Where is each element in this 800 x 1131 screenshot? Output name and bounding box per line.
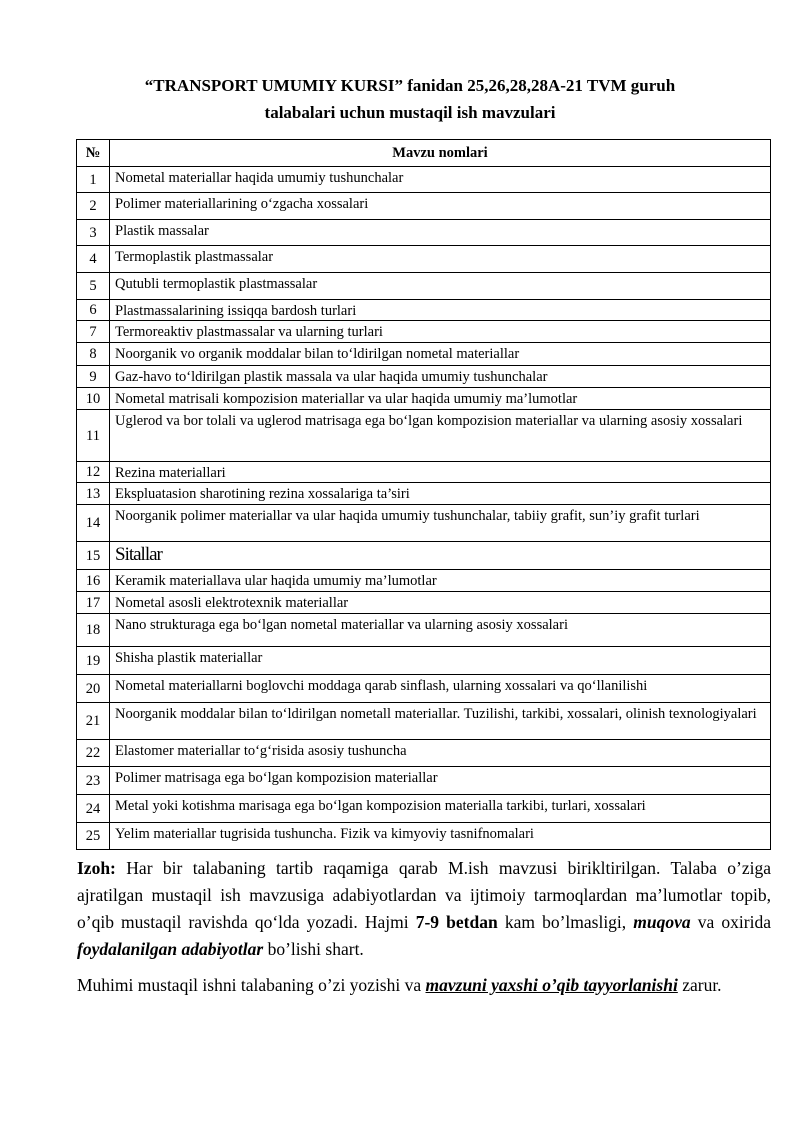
row-topic: Qutubli termoplastik plastmassalar: [110, 273, 771, 300]
table-row: [77, 462, 771, 483]
table-row: [77, 614, 771, 647]
row-number: 24: [77, 795, 110, 823]
row-topic: Yelim materiallar tugrisida tushuncha. Fizik va kimyoviy tasnifnomalari: [110, 823, 771, 850]
row-topic: Rezina materiallari: [110, 462, 771, 483]
table-row: [77, 795, 771, 823]
row-number: 15: [77, 542, 110, 570]
note-paragraph-2: [77, 972, 771, 999]
table-row: [77, 505, 771, 542]
table-row: [77, 483, 771, 505]
row-topic: Polimer materiallarining o‘zgacha xossalari: [110, 193, 771, 220]
column-header-topic: Mavzu nomlari: [110, 140, 771, 167]
row-topic: Plastik massalar: [110, 220, 771, 246]
table-row: [77, 570, 771, 592]
row-topic: Noorganik moddalar bilan to‘ldirilgan nometall materiallar. Tuzilishi, tarkibi, xossalari, olinish texnologiyalari: [110, 703, 771, 740]
note2-emphasis: mavzuni yaxshi o’qib tayyorlanishi: [425, 975, 678, 995]
row-number: 23: [77, 767, 110, 795]
table-row: [77, 343, 771, 366]
row-number: 11: [77, 410, 110, 462]
row-topic: Nano strukturaga ega bo‘lgan nometal materiallar va ularning asosiy xossalari: [110, 614, 771, 647]
row-number: 25: [77, 823, 110, 850]
table-row: [77, 740, 771, 767]
note-text-b: kam bo’lmasligi,: [497, 912, 634, 932]
row-topic: Sitallar: [110, 542, 771, 570]
row-topic: Ekspluatasion sharotining rezina xossalariga ta’siri: [110, 483, 771, 505]
row-number: 6: [77, 300, 110, 321]
title-line-2: talabalari uchun mustaqil ish mavzulari: [264, 103, 556, 122]
row-number: 4: [77, 246, 110, 273]
row-topic: Keramik materiallava ular haqida umumiy ma’lumotlar: [110, 570, 771, 592]
table-row: [77, 647, 771, 675]
table-row: [77, 823, 771, 850]
row-topic: Shisha plastik materiallar: [110, 647, 771, 675]
row-topic: Nometal materiallar haqida umumiy tushunchalar: [110, 167, 771, 193]
note-text-d: bo’lishi shart.: [263, 939, 364, 959]
title-line-1: “TRANSPORT UMUMIY KURSI” fanidan 25,26,28,28A-21 TVM guruh: [144, 76, 676, 95]
row-number: 9: [77, 366, 110, 388]
row-topic: Nometal materiallarni boglovchi moddaga qarab sinflash, ularning xossalari va qo‘llanilishi: [110, 675, 771, 703]
note-label: Izoh:: [77, 858, 116, 878]
table-row: [77, 167, 771, 193]
note2-text-a: Muhimi mustaqil ishni talabaning o’zi yozishi va: [77, 975, 426, 995]
notes-section: [77, 855, 771, 999]
row-topic: Polimer matrisaga ega bo‘lgan kompozision materiallar: [110, 767, 771, 795]
table-row: [77, 542, 771, 570]
row-number: 3: [77, 220, 110, 246]
topics-table: [76, 139, 771, 850]
row-number: 16: [77, 570, 110, 592]
row-topic: Termoplastik plastmassalar: [110, 246, 771, 273]
note-paragraph-1: [77, 855, 771, 963]
row-number: 13: [77, 483, 110, 505]
table-row: [77, 592, 771, 614]
row-topic: Metal yoki kotishma marisaga ega bo‘lgan kompozision materialla tarkibi, turlari, xossalari: [110, 795, 771, 823]
row-number: 17: [77, 592, 110, 614]
row-number: 2: [77, 193, 110, 220]
row-topic: Nometal asosli elektrotexnik materiallar: [110, 592, 771, 614]
table-row: [77, 410, 771, 462]
row-topic: Plastmassalarining issiqqa bardosh turlari: [110, 300, 771, 321]
table-row: [77, 767, 771, 795]
row-number: 7: [77, 321, 110, 343]
table-row: [77, 703, 771, 740]
table-row: [77, 321, 771, 343]
row-topic: Nometal matrisali kompozision materiallar va ular haqida umumiy ma’lumotlar: [110, 388, 771, 410]
row-topic: Elastomer materiallar to‘g‘risida asosiy tushuncha: [110, 740, 771, 767]
row-topic: Uglerod va bor tolali va uglerod matrisaga ega bo‘lgan kompozision materiallar va ularning asosiy xossalari: [110, 410, 771, 462]
row-number: 19: [77, 647, 110, 675]
note-text-a: Har bir talabaning tartib raqamiga qarab M.ish mavzusi birikltirilgan. Talaba o’ziga ajratilgan mustaqil ish mavzusiga adabiyotlardan va ijtimoiy tarmoqlardan ma’lumotlar topib, o’qib mustaqil ravishda qo‘lda yozadi. Hajmi: [77, 858, 771, 932]
row-topic: Noorganik polimer materiallar va ular haqida umumiy tushunchalar, tabiiy grafit, sun’iy grafit turlari: [110, 505, 771, 542]
table-body: [77, 167, 771, 850]
note-text-c: va oxirida: [690, 912, 771, 932]
table-row: [77, 388, 771, 410]
table-row: [77, 273, 771, 300]
row-topic: Termoreaktiv plastmassalar va ularning turlari: [110, 321, 771, 343]
row-topic: Gaz-havo to‘ldirilgan plastik massala va ular haqida umumiy tushunchalar: [110, 366, 771, 388]
table-header-row: [77, 140, 771, 167]
row-number: 20: [77, 675, 110, 703]
table-row: [77, 300, 771, 321]
note-references: foydalanilgan adabiyotlar: [77, 939, 264, 959]
table-row: [77, 193, 771, 220]
row-number: 18: [77, 614, 110, 647]
table-row: [77, 220, 771, 246]
row-number: 8: [77, 343, 110, 366]
column-header-number: №: [77, 140, 110, 167]
row-number: 14: [77, 505, 110, 542]
row-number: 1: [77, 167, 110, 193]
row-number: 5: [77, 273, 110, 300]
page-title: [60, 72, 760, 126]
row-number: 22: [77, 740, 110, 767]
note-pages: 7-9 betdan: [415, 912, 498, 932]
note-cover: muqova: [633, 912, 691, 932]
table-row: [77, 246, 771, 273]
row-topic: Noorganik vo organik moddalar bilan to‘ldirilgan nometal materiallar: [110, 343, 771, 366]
row-number: 21: [77, 703, 110, 740]
row-number: 10: [77, 388, 110, 410]
table-row: [77, 366, 771, 388]
table-row: [77, 675, 771, 703]
note2-text-b: zarur.: [677, 975, 722, 995]
row-number: 12: [77, 462, 110, 483]
